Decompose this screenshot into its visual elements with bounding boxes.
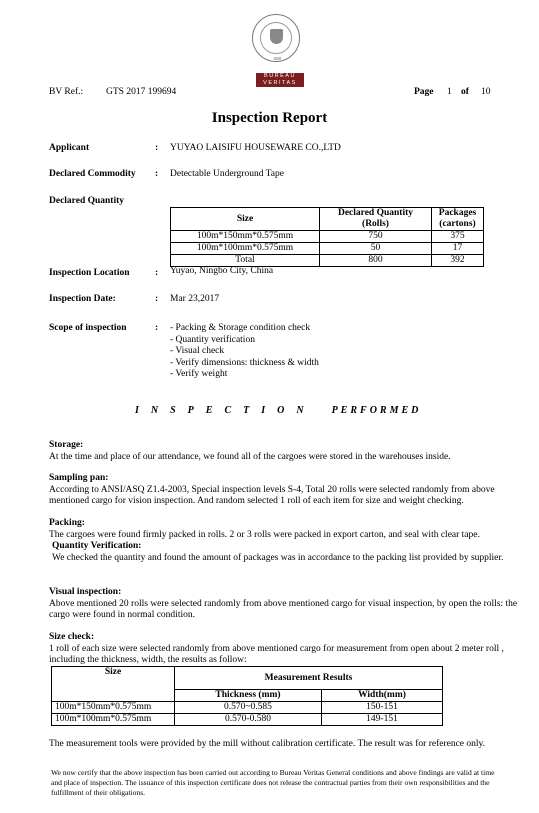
sampling-title: Sampling pan: (49, 473, 109, 483)
ref-label: BV Ref.: (49, 87, 84, 97)
packing-title: Packing: (49, 518, 85, 528)
qty-header-packages-line1: Packages (438, 208, 477, 218)
qty-cell: 50 (320, 243, 432, 255)
measure-header-width: Width(mm) (322, 690, 443, 702)
of-label: of (461, 87, 469, 97)
list-item: - Verify dimensions: thickness & width (170, 357, 319, 368)
measure-header-thickness: Thickness (mm) (175, 690, 322, 702)
visual-section (49, 587, 519, 622)
logo-brand-veritas: VERITAS (256, 80, 304, 87)
quantity-verification-title: Quantity Verification: (52, 541, 142, 551)
quantity-label: Declared Quantity (49, 196, 125, 206)
location-label: Inspection Location (49, 268, 130, 278)
logo-brand-bureau: BUREAU (256, 73, 304, 80)
page-title: Inspection Report (211, 110, 328, 126)
date-label: Inspection Date: (49, 294, 116, 304)
measure-cell: 0.570-0.580 (175, 714, 322, 726)
size-check-text: 1 roll of each size were selected randomly from above mentioned cargo for measurement from open about 2 meter roll , including the thickness, width, the results as follow: (49, 643, 504, 665)
sampling-text: According to ANSI/ASQ Z1.4-2003, Special inspection levels S-4, Total 20 rolls were selected randomly from above mentioned cargo for vision inspection. And random selected 1 roll of each item for size and weight checking. (49, 484, 495, 506)
page-label: Page (414, 87, 434, 97)
measure-cell: 149-151 (322, 714, 443, 726)
commodity-value: Detectable Underground Tape (170, 169, 284, 179)
applicant-colon: : (155, 143, 159, 153)
banner-word-performed: PERFORMED (331, 405, 422, 416)
measure-cell: 0.570~0.585 (175, 702, 322, 714)
qty-cell: 800 (320, 255, 432, 267)
bureau-veritas-seal-logo: 1828 (252, 14, 300, 62)
table-row (171, 243, 484, 255)
table-row (171, 255, 484, 267)
declared-quantity-table (170, 207, 484, 267)
certification-footer: We now certify that the above inspection has been carried out according to Bureau Veritas General conditions and above findings are valid at time and place of inspection. The issuance of this inspection certificate does not release the contractual parties from their own responsibilities and the fulfillment of their obligations. (51, 768, 495, 797)
commodity-label: Declared Commodity (49, 169, 136, 179)
applicant-value: YUYAO LAISIFU HOUSEWARE CO.,LTD (170, 143, 341, 153)
ref-value: GTS 2017 199694 (106, 87, 177, 97)
location-colon: : (155, 268, 159, 278)
qty-cell: 375 (432, 231, 484, 243)
qty-cell: 100m*100mm*0.575mm (171, 243, 320, 255)
size-check-title: Size check: (49, 632, 95, 642)
qty-cell: 750 (320, 231, 432, 243)
page-total: 10 (481, 87, 491, 97)
measure-header-results: Measurement Results (175, 667, 443, 690)
measure-cell: 150-151 (322, 702, 443, 714)
list-item: - Visual check (170, 346, 225, 356)
table-row (52, 702, 443, 714)
qty-cell: Total (171, 255, 320, 267)
packing-section (49, 518, 519, 564)
qty-header-packages (432, 208, 484, 231)
table-row (171, 231, 484, 243)
list-item: - Verify weight (170, 369, 228, 379)
tools-note: The measurement tools were provided by the mill without calibration certificate. The result was for reference only. (49, 739, 486, 749)
list-item: - Packing & Storage condition check (170, 323, 311, 333)
scope-colon: : (155, 323, 159, 333)
qty-header-declared-line1: Declared Quantity (337, 208, 414, 218)
storage-title: Storage: (49, 440, 84, 450)
qty-header-declared (320, 208, 432, 231)
commodity-colon: : (155, 169, 159, 179)
inspection-performed-banner (135, 405, 421, 416)
measure-cell: 100m*150mm*0.575mm (52, 702, 175, 714)
banner-word-inspection: INSPECTION (135, 405, 316, 416)
qty-cell: 392 (432, 255, 484, 267)
scope-label: Scope of inspection (49, 323, 127, 333)
measurement-table (51, 666, 443, 726)
page-number: 1 (447, 87, 452, 97)
visual-title: Visual inspection: (49, 587, 122, 597)
date-value: Mar 23,2017 (170, 294, 220, 304)
storage-section (49, 440, 519, 463)
sampling-section (49, 473, 519, 508)
list-item: - Quantity verification (170, 334, 255, 345)
measure-header-size: Size (52, 667, 175, 702)
qty-cell: 17 (432, 243, 484, 255)
visual-text: Above mentioned 20 rolls were selected randomly from above mentioned cargo for visual inspection, by open the rolls: the cargo were found in normal condition. (49, 598, 518, 620)
scope-list (170, 323, 319, 381)
table-row (52, 714, 443, 726)
qty-header-declared-line2: (Rolls) (362, 219, 389, 229)
date-colon: : (155, 294, 159, 304)
quantity-verification-text: We checked the quantity and found the amount of packages was in accordance to the packing list provided by supplier. (52, 552, 504, 563)
measure-cell: 100m*100mm*0.575mm (52, 714, 175, 726)
storage-text: At the time and place of our attendance, we found all of the cargoes were stored in the warehouses inside. (49, 451, 451, 462)
size-check-section (49, 632, 519, 667)
applicant-label: Applicant (49, 143, 90, 153)
location-value: Yuyao, Ningbo City, China (170, 266, 274, 276)
qty-cell: 100m*150mm*0.575mm (171, 231, 320, 243)
qty-header-packages-line2: (cartons) (439, 219, 476, 229)
packing-text: The cargoes were found firmly packed in rolls. 2 or 3 rolls were packed in export carton, and seal with clear tape. (49, 529, 480, 540)
qty-header-size: Size (171, 208, 320, 231)
